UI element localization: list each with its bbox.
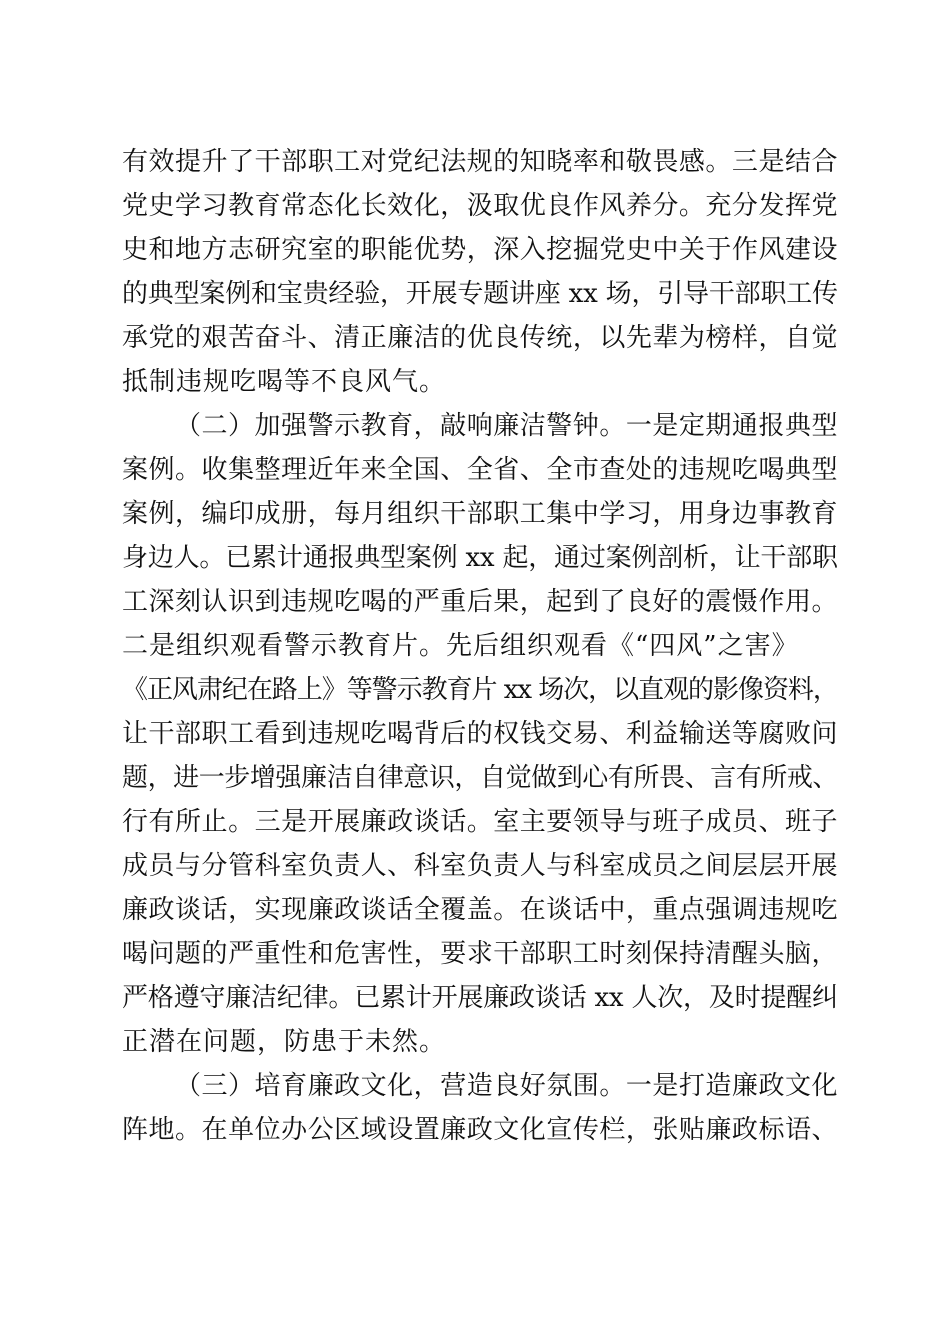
text-line: 《正风肃纪在路上》等警示教育片 xx 场次，以直观的影像资料，: [122, 675, 838, 705]
text-line: 史和地方志研究室的职能优势，深入挖掘党史中关于作风建设: [122, 235, 839, 265]
text-line: 行有所止。三是开展廉政谈话。室主要领导与班子成员、班子: [122, 807, 839, 837]
text-line: 工深刻认识到违规吃喝的严重后果，起到了良好的震慑作用。: [122, 587, 839, 617]
text-line: 党史学习教育常态化长效化，汲取优良作风养分。充分发挥党: [122, 191, 839, 221]
section-heading-line: （二）加强警示教育，敲响廉洁警钟。一是定期通报典型: [175, 411, 839, 441]
text-line: 让干部职工看到违规吃喝背后的权钱交易、利益输送等腐败问: [122, 719, 839, 749]
text-line: 成员与分管科室负责人、科室负责人与科室成员之间层层开展: [122, 851, 839, 881]
text-line: 的典型案例和宝贵经验，开展专题讲座 xx 场，引导干部职工传: [122, 279, 838, 309]
text-line: 案例。收集整理近年来全国、全省、全市查处的违规吃喝典型: [122, 455, 839, 485]
text-line: 阵地。在单位办公区域设置廉政文化宣传栏，张贴廉政标语、: [122, 1115, 839, 1145]
text-line: 二是组织观看警示教育片。先后组织观看《“四风”之害》: [122, 631, 799, 661]
text-line: 抵制违规吃喝等不良风气。: [122, 367, 447, 397]
section-heading-line: （三）培育廉政文化，营造良好氛围。一是打造廉政文化: [175, 1071, 839, 1101]
text-line: 正潜在问题，防患于未然。: [122, 1027, 447, 1057]
text-line: 承党的艰苦奋斗、清正廉洁的优良传统，以先辈为榜样，自觉: [122, 323, 839, 353]
text-line: 身边人。已累计通报典型案例 xx 起，通过案例剖析，让干部职: [122, 543, 838, 573]
text-line: 案例，编印成册，每月组织干部职工集中学习，用身边事教育: [122, 499, 839, 529]
text-line: 喝问题的严重性和危害性，要求干部职工时刻保持清醒头脑，: [122, 939, 839, 969]
text-line: 题，进一步增强廉洁自律意识，自觉做到心有所畏、言有所戒、: [122, 763, 839, 793]
text-line: 廉政谈话，实现廉政谈话全覆盖。在谈话中，重点强调违规吃: [122, 895, 839, 925]
text-line: 有效提升了干部职工对党纪法规的知晓率和敬畏感。三是结合: [122, 147, 839, 177]
text-line: 严格遵守廉洁纪律。已累计开展廉政谈话 xx 人次，及时提醒纠: [122, 983, 838, 1013]
